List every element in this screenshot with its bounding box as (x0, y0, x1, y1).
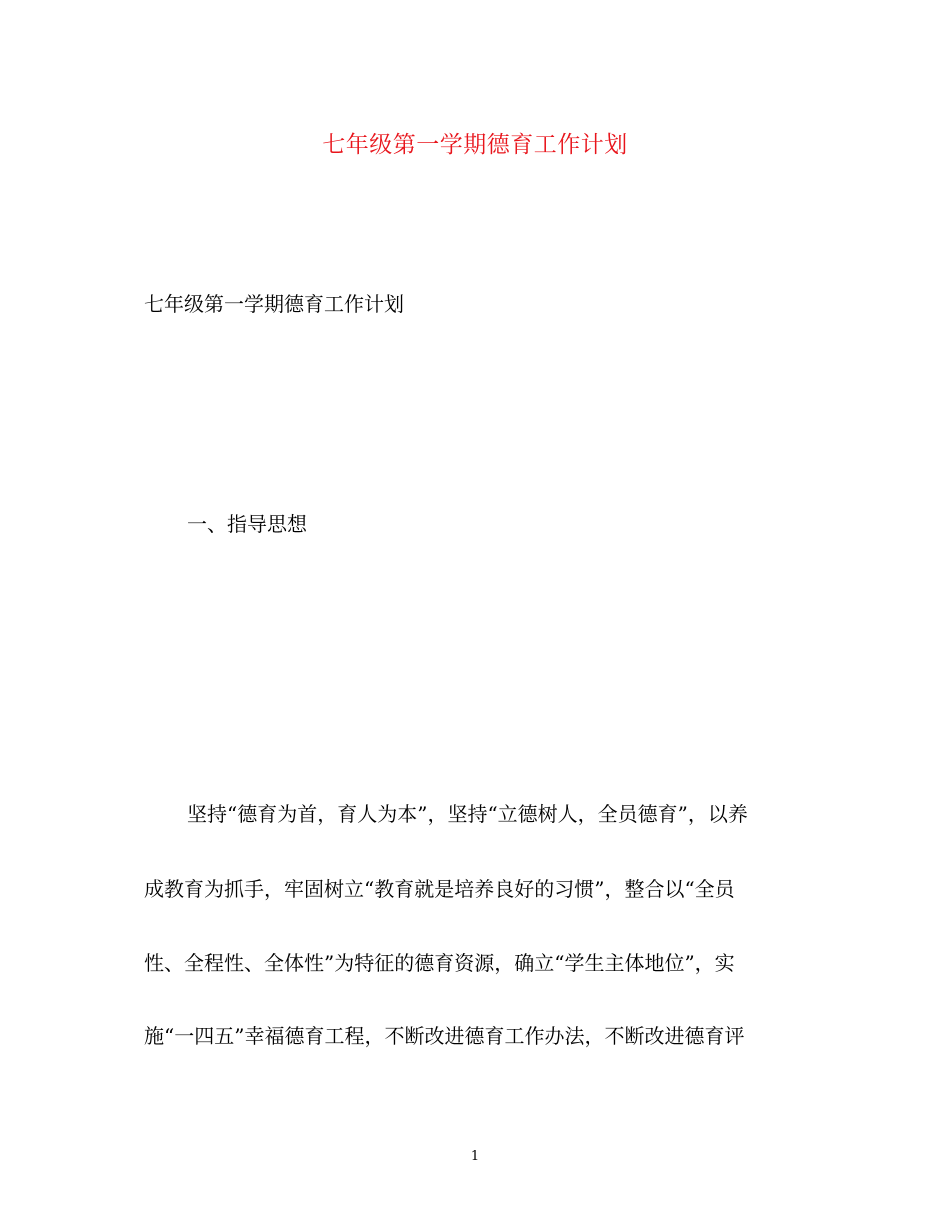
document-title: 七年级第一学期德育工作计划 (322, 132, 628, 158)
paragraph-line: 坚持“德育为首，育人为本”，坚持“立德树人，全员德育”，以养 (187, 802, 748, 826)
paragraph-line: 成教育为抓手，牢固树立“教育就是培养良好的习惯”，整合以“全员 (144, 877, 735, 901)
paragraph-line: 性、全程性、全体性”为特征的德育资源，确立“学生主体地位”，实 (144, 951, 735, 975)
page-number: 1 (470, 1149, 480, 1164)
paragraph-line: 施“一四五”幸福德育工程，不断改进德育工作办法，不断改进德育评 (144, 1024, 745, 1048)
document-subtitle: 七年级第一学期德育工作计划 (144, 292, 404, 316)
section-heading: 一、指导思想 (187, 512, 307, 536)
